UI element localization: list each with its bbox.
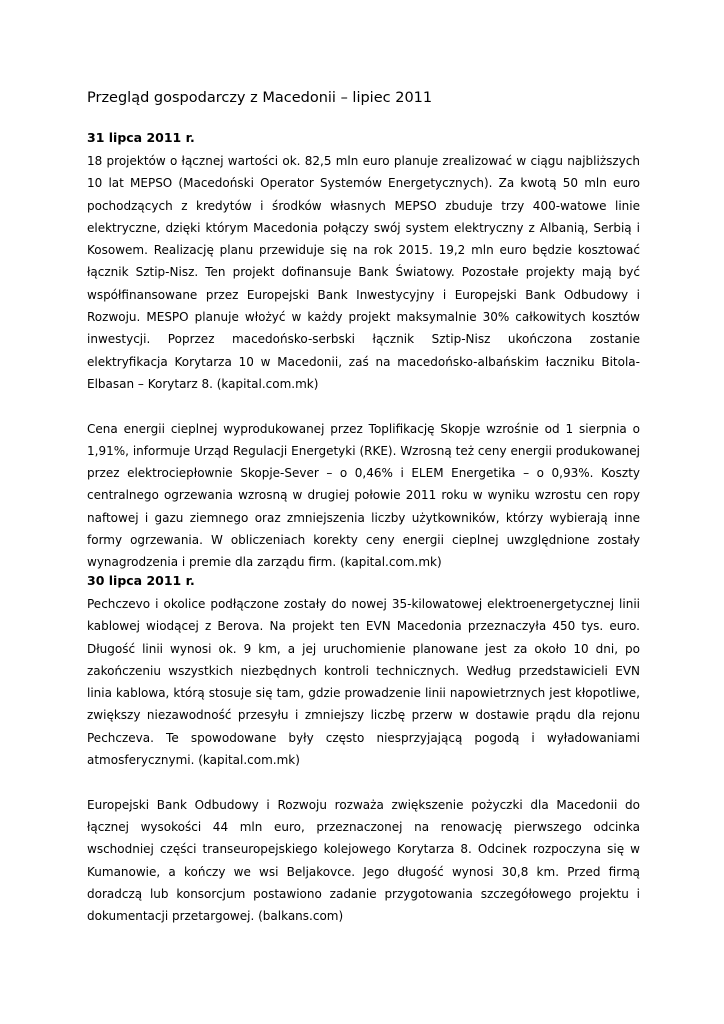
- paragraph: Pechczevo i okolice podłączone zostały do nowej 35-kilowatowej elektroenergetycznej linii kablowej wiodącej z Berova. Na projekt ten EVN Macedonia przeznaczyła 450 tys. euro. Długość linii wynosi ok. 9 km, a jej uruchomienie planowane jest za około 10 dni, po zakończeniu wszystkich niezbędnych kontroli technicznych. Według przedstawicieli EVN linia kablowa, którą stosuje się tam, gdzie prowadzenie linii napowietrznych jest kłopotliwe, zwiększy niezawodność przesyłu i zmniejszy liczbę przerw w dostawie prądu dla rejonu Pechczeva. Te spowodowane były często niesprzyjającą pogodą i wyładowaniami atmosferycznymi. (kapital.com.mk): [87, 597, 640, 768]
- paragraph: Cena energii cieplnej wyprodukowanej przez Toplifikację Skopje wzrośnie od 1 sierpnia o 1,91%, informuje Urząd Regulacji Energetyki (RKE). Wzrosną też ceny energii produkowanej przez elektrociepłownie Skopje-Sever – o 0,46% i ELEM Energetika – o 0,93%. Koszty centralnego ogrzewania wzrosną w drugiej połowie 2011 roku w wyniku wzrostu cen ropy naftowej i gazu ziemnego oraz zmniejszenia liczby użytkowników, którzy wybierają inne formy ogrzewania. W obliczeniach korekty ceny energii cieplnej uwzględnione zostały wynagrodzenia i premie dla zarządu firm. (kapital.com.mk): [87, 421, 640, 570]
- section-date: 31 lipca 2011 r.: [87, 130, 195, 145]
- section-30-july: [87, 573, 640, 927]
- document-title: Przegląd gospodarczy z Macedonii – lipiec 2011: [87, 90, 433, 106]
- section-31-july: [87, 130, 640, 574]
- paragraph: Europejski Bank Odbudowy i Rozwoju rozważa zwiększenie pożyczki dla Macedonii do łącznej wysokości 44 mln euro, przeznaczonej na renowację pierwszego odcinka wschodniej części transeuropejskiego kolejowego Korytarza 8. Odcinek rozpoczyna się w Kumanowie, a kończy we wsi Beljakovce. Jego długość wynosi 30,8 km. Przed firmą doradczą lub konsorcjum postawiono zadanie przygotowania szczegółowego projektu i dokumentacji przetargowej. (balkans.com): [87, 797, 640, 924]
- section-date: 30 lipca 2011 r.: [87, 573, 195, 588]
- paragraph: 18 projektów o łącznej wartości ok. 82,5 mln euro planuje zrealizować w ciągu najbliższych 10 lat MEPSO (Macedoński Operator Systemów Energetycznych). Za kwotą 50 mln euro pochodzących z kredytów i środków własnych MEPSO zbuduje trzy 400-watowe linie elektryczne, dzięki którym Macedonia połączy swój system elektryczny z Albanią, Serbią i Kosowem. Realizację planu przewiduje się na rok 2015. 19,2 mln euro będzie kosztować łącznik Sztip-Nisz. Ten projekt dofinansuje Bank Światowy. Pozostałe projekty mają być współfinansowane przez Europejski Bank Inwestycyjny i Europejski Bank Odbudowy i Rozwoju. MESPO planuje włożyć w każdy projekt maksymalnie 30% całkowitych kosztów inwestycji. Poprzez macedońsko-serbski łącznik Sztip-Nisz ukończona zostanie elektryfikacja Korytarza 10 w Macedonii, zaś na macedońsko-albańskim łaczniku Bitola-Elbasan – Korytarz 8. (kapital.com.mk): [87, 154, 640, 391]
